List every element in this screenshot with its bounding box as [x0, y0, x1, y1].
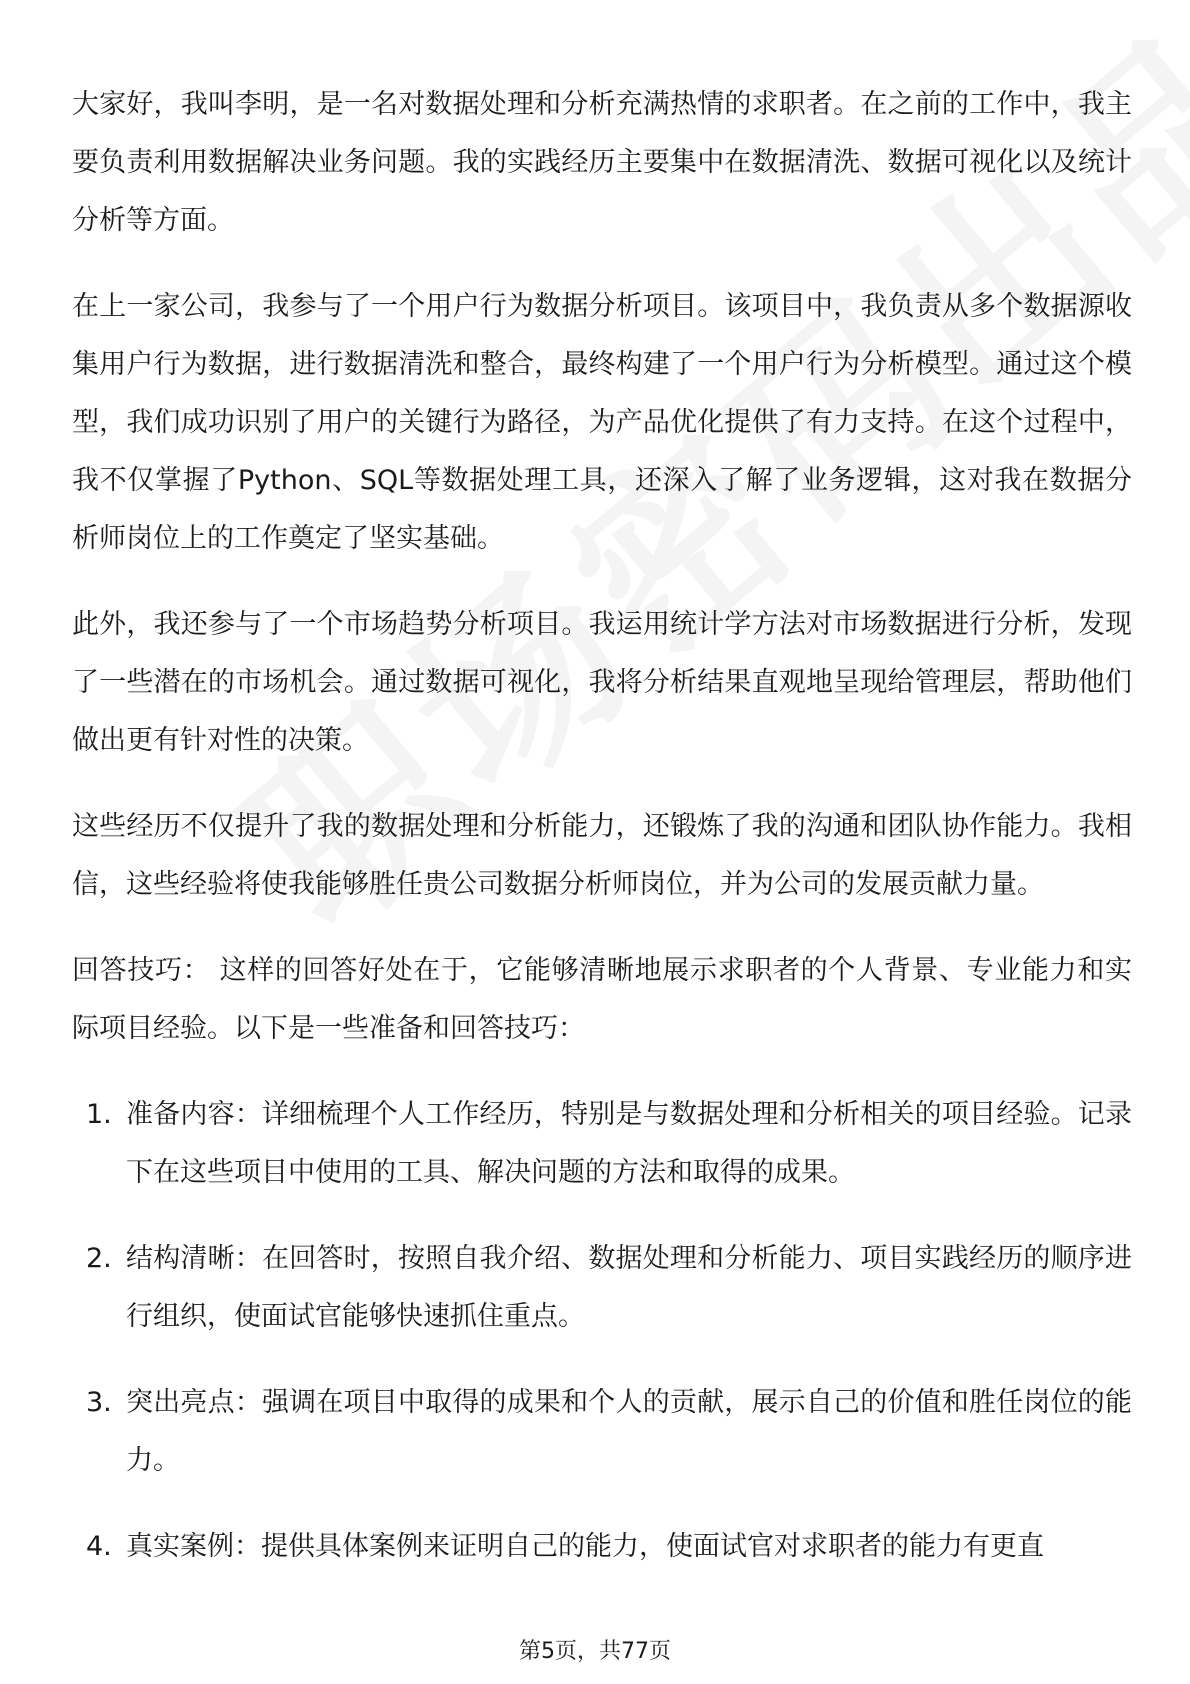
list-item	[72, 1086, 1132, 1202]
list-item-text: 突出亮点：强调在项目中取得的成果和个人的贡献，展示自己的价值和胜任岗位的能力。	[126, 1387, 1132, 1476]
list-number: 2.	[86, 1243, 112, 1274]
paragraph-intro: 大家好，我叫李明，是一名对数据处理和分析充满热情的求职者。在之前的工作中，我主要负责利用数据解决业务问题。我的实践经历主要集中在数据清洗、数据可视化以及统计分析等方面。	[72, 89, 1132, 236]
list-number: 4.	[86, 1531, 112, 1562]
list-item	[72, 1518, 1132, 1576]
list-item	[72, 1374, 1132, 1490]
paragraph-answer-tips: 回答技巧： 这样的回答好处在于，它能够清晰地展示求职者的个人背景、专业能力和实际项目经验。以下是一些准备和回答技巧：	[72, 955, 1132, 1044]
paragraph-summary: 这些经历不仅提升了我的数据处理和分析能力，还锻炼了我的沟通和团队协作能力。我相信，这些经验将使我能够胜任贵公司数据分析师岗位，并为公司的发展贡献力量。	[72, 811, 1132, 900]
page-footer: 第5页，共77页	[519, 1639, 671, 1664]
list-number: 1.	[86, 1099, 112, 1130]
list-item-text: 结构清晰：在回答时，按照自我介绍、数据处理和分析能力、项目实践经历的顺序进行组织，使面试官能够快速抓住重点。	[126, 1243, 1132, 1332]
document-body	[72, 76, 1132, 1604]
tips-list	[72, 1086, 1132, 1576]
paragraph-market-trend-project: 此外，我还参与了一个市场趋势分析项目。我运用统计学方法对市场数据进行分析，发现了一些潜在的市场机会。通过数据可视化，我将分析结果直观地呈现给管理层，帮助他们做出更有针对性的决策。	[72, 609, 1132, 756]
list-item-text: 准备内容：详细梳理个人工作经历，特别是与数据处理和分析相关的项目经验。记录下在这些项目中使用的工具、解决问题的方法和取得的成果。	[126, 1099, 1132, 1188]
list-item	[72, 1230, 1132, 1346]
list-item-text: 真实案例：提供具体案例来证明自己的能力，使面试官对求职者的能力有更直	[126, 1531, 1044, 1562]
paragraph-user-behavior-project: 在上一家公司，我参与了一个用户行为数据分析项目。该项目中，我负责从多个数据源收集用户行为数据，进行数据清洗和整合，最终构建了一个用户行为分析模型。通过这个模型，我们成功识别了用户的关键行为路径，为产品优化提供了有力支持。在这个过程中，我不仅掌握了Python、SQL等数据处理工具，还深入了解了业务逻辑，这对我在数据分析师岗位上的工作奠定了坚实基础。	[72, 291, 1132, 554]
list-number: 3.	[86, 1387, 112, 1418]
